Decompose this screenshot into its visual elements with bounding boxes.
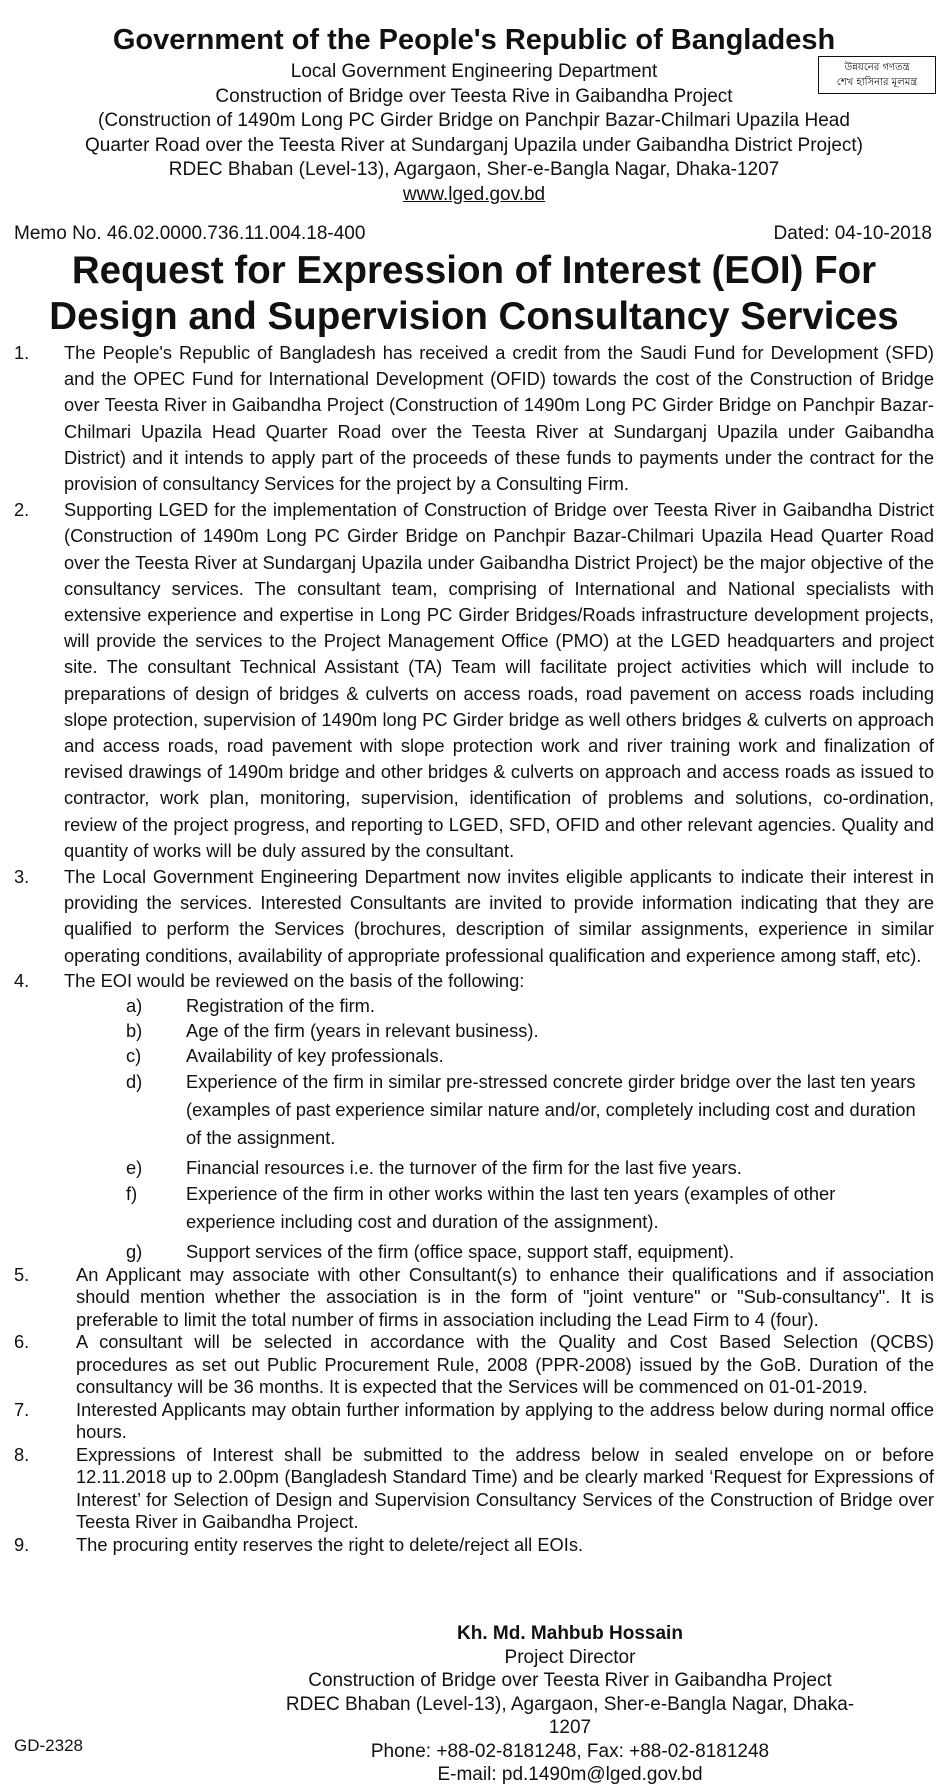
- criteria-item-g: [14, 1239, 934, 1264]
- paragraph-number: 7.: [14, 1398, 30, 1420]
- signatory-name: Kh. Md. Mahbub Hossain: [457, 1623, 683, 1644]
- criteria-text: Age of the firm (years in relevant business).: [186, 1019, 539, 1041]
- criteria-letter: e): [126, 1156, 143, 1178]
- criteria-letter: g): [126, 1240, 143, 1262]
- memo-row: [14, 222, 932, 246]
- criteria-letter: b): [126, 1019, 143, 1041]
- criteria-text: Registration of the firm.: [186, 994, 375, 1016]
- signature-block: [270, 1622, 870, 1787]
- paragraph-text: An Applicant may associate with other Consultant(s) to enhance their qualifications and if association should mention whether the association is in the form of "joint venture" or "Sub-consultancy". It is preferable to limit the total number of firms in association including the Lead Firm to 4 (four).: [76, 1263, 934, 1330]
- notice-body: [14, 340, 934, 1556]
- criteria-text: Availability of key professionals.: [186, 1044, 444, 1066]
- slogan-stamp: [818, 56, 936, 94]
- paragraph-text: Expressions of Interest shall be submitted to the address below in sealed envelope on or before 12.11.2018 up to 2.00pm (Bangladesh Standard Time) and be clearly marked ‘Request for Expressions of Interest’ for Selection of Design and Supervision Consultancy Services of the Construction of Bridge over Teesta River in Gaibandha Project.: [76, 1443, 934, 1533]
- signatory-designation: Project Director: [504, 1646, 636, 1668]
- paragraph-number: 9.: [14, 1533, 30, 1555]
- title-line-1: Request for Expression of Interest (EOI) For: [71, 249, 877, 292]
- paragraph-6: [14, 1331, 934, 1399]
- project-detail-line-2: Quarter Road over the Teesta River at Sundarganj Upazila under Gaibandha District Project): [85, 134, 863, 156]
- signatory-phone-fax: Phone: +88-02-8181248, Fax: +88-02-8181248: [370, 1740, 770, 1762]
- criteria-item-a: [14, 993, 934, 1018]
- paragraph-text: The People's Republic of Bangladesh has received a credit from the Saudi Fund for Development (SFD) and the OPEC Fund for International Development (OFID) towards the cost of the Construction of Bridge over Teesta River in Gaibandha Project (Construction of 1490m Long PC Girder Bridge on Panchpir Bazar-Chilmari Upazila Head Quarter Road over the Teesta River at Sundarganj Upazila under Gaibandha District) and it intends to apply part of the proceeds of these funds to payments under the contract for the provision of consultancy Services for the project by a Consulting Firm.: [64, 342, 934, 495]
- criteria-text: Experience of the firm in similar pre-stressed concrete girder bridge over the last ten years (examples of past experience similar nature and/or, completely including cost and duration of the assignment.: [186, 1070, 916, 1148]
- paragraph-text: The Local Government Engineering Department now invites eligible applicants to indicate their interest in providing the services. Interested Consultants are invited to provide information indicating that they are qualified to perform the Services (brochures, description of similar assignments, experience in similar operating conditions, availability of appropriate professional qualification and experience among staff, etc).: [64, 866, 934, 966]
- paragraph-number: 5.: [14, 1263, 30, 1285]
- paragraph-5: [14, 1264, 934, 1332]
- paragraph-1: [14, 340, 934, 497]
- paragraph-2: [14, 497, 934, 864]
- notice-title: [0, 248, 948, 340]
- paragraph-text: Supporting LGED for the implementation of Construction of Bridge over Teesta River in Gaibandha District (Construction of 1490m Long PC Girder Bridge on Panchpir Bazar-Chilmari Upazila Head Quarter Road over the Teesta River at Sundarganj Upazila under Gaibandha District Project) be the major objective of the consultancy services. The consultant team, comprising of International and National specialists with extensive experience and expertise in Long PC Girder Bridges/Roads infrastructure development projects, will provide the services to the Project Management Office (PMO) at the LGED headquarters and project site. The consultant Technical Assistant (TA) Team will facilitate project activities which will include to preparations of design of bridges & culverts on access roads, road pavement on access roads including slope protection, supervision of 1490m long PC Girder bridge as well others bridges & culverts on approach and access roads, road pavement with slope protection work and river training work and finalization of revised drawings of 1490m bridge and other bridges & culverts on approach and access roads as issued to contractor, work plan, monitoring, supervision, identification of problems and solutions, co-ordination, review of the project progress, and reporting to LGED, SFD, OFID and other relevant agencies. Quality and quantity of works will be duly assured by the consultant.: [64, 499, 934, 861]
- memo-number: Memo No. 46.02.0000.736.11.004.18-400: [14, 223, 366, 244]
- paragraph-number: 6.: [14, 1331, 30, 1353]
- paragraph-text: Interested Applicants may obtain further information by applying to the address below during normal office hours.: [76, 1398, 934, 1443]
- stamp-line-1: উন্নয়নের গণতন্ত্র: [844, 62, 910, 73]
- paragraph-3: [14, 864, 934, 969]
- criteria-text: Support services of the firm (office space, support staff, equipment).: [186, 1240, 735, 1262]
- signatory-email[interactable]: E-mail: pd.1490m@lged.gov.bd: [437, 1764, 703, 1785]
- memo-date: Dated: 04-10-2018: [773, 223, 932, 244]
- project-name: Construction of Bridge over Teesta Rive in Gaibandha Project: [215, 85, 733, 107]
- stamp-line-2: শেখ হাসিনার মূলমন্ত্র: [836, 77, 918, 88]
- paragraph-number: 3.: [14, 866, 30, 888]
- gd-code: GD-2328: [14, 1736, 83, 1755]
- paragraph-4: [14, 969, 934, 993]
- criteria-item-b: [14, 1018, 934, 1043]
- criteria-text: Financial resources i.e. the turnover of the firm for the last five years.: [186, 1156, 742, 1178]
- paragraph-number: 1.: [14, 342, 30, 363]
- paragraph-text: A consultant will be selected in accordance with the Quality and Cost Based Selection (QCBS) procedures as set out Public Procurement Rule, 2008 (PPR-2008) issued by the GoB. Duration of the consultancy will be 36 months. It is expected that the Services will be commenced on 01-01-2019.: [76, 1331, 934, 1398]
- paragraph-9: [14, 1534, 934, 1557]
- criteria-letter: f): [126, 1182, 138, 1204]
- criteria-text: Experience of the firm in other works within the last ten years (examples of other experience including cost and duration of the assignment).: [186, 1182, 836, 1232]
- paragraph-text: The EOI would be reviewed on the basis of the following:: [64, 969, 525, 991]
- criteria-letter: d): [126, 1070, 143, 1092]
- criteria-letter: a): [126, 994, 143, 1016]
- paragraph-number: 8.: [14, 1443, 30, 1465]
- criteria-item-e: [14, 1155, 934, 1180]
- signatory-address: RDEC Bhaban (Level-13), Agargaon, Sher-e-Bangla Nagar, Dhaka-1207: [285, 1693, 855, 1738]
- criteria-item-f: [14, 1180, 934, 1236]
- paragraph-text: The procuring entity reserves the right to delete/reject all EOIs.: [76, 1533, 584, 1555]
- signatory-project: Construction of Bridge over Teesta River in Gaibandha Project: [308, 1670, 832, 1691]
- title-line-2: Design and Supervision Consultancy Services: [49, 295, 899, 338]
- project-detail-line-1: (Construction of 1490m Long PC Girder Bridge on Panchpir Bazar-Chilmari Upazila Head: [98, 110, 850, 131]
- letterhead: [0, 20, 948, 207]
- paragraph-number: 4.: [14, 969, 30, 991]
- criteria-letter: c): [126, 1044, 142, 1066]
- criteria-item-d: [14, 1068, 934, 1152]
- office-address: RDEC Bhaban (Level-13), Agargaon, Sher-e-Bangla Nagar, Dhaka-1207: [168, 159, 780, 180]
- website-link[interactable]: www.lged.gov.bd: [402, 183, 546, 205]
- paragraph-7: [14, 1399, 934, 1444]
- criteria-item-c: [14, 1043, 934, 1068]
- paragraph-number: 2.: [14, 499, 30, 521]
- paragraph-8: [14, 1444, 934, 1534]
- government-title: Government of the People's Republic of Bangladesh: [112, 24, 836, 56]
- department-name: Local Government Engineering Department: [290, 61, 658, 82]
